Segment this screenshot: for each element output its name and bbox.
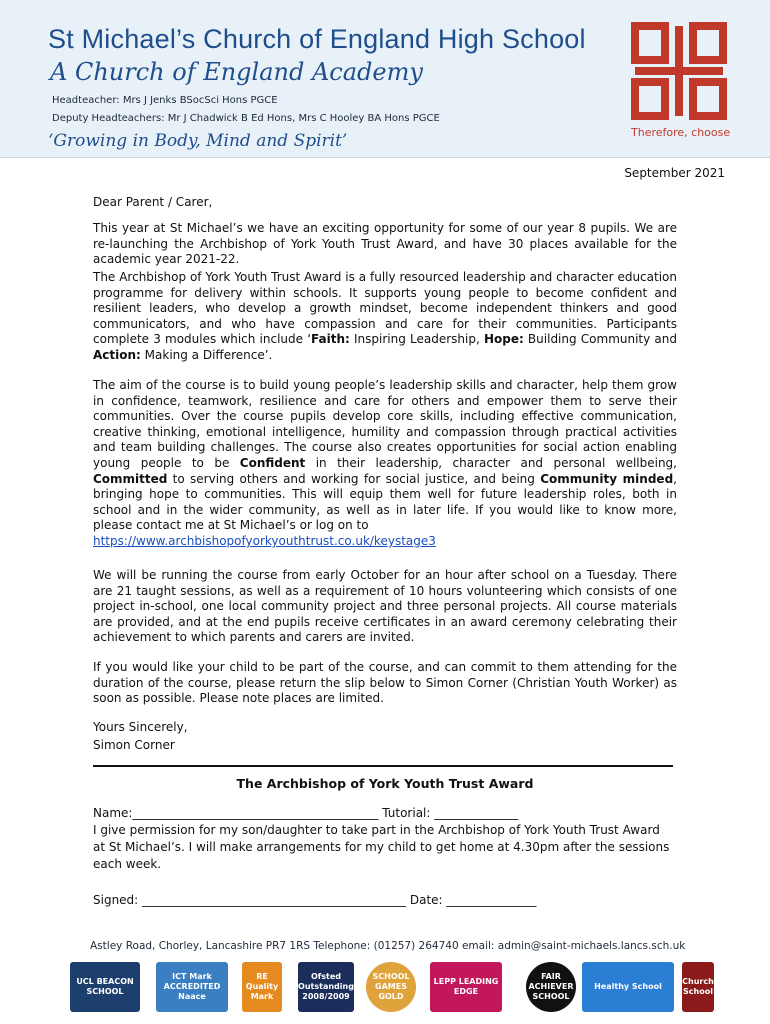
hope-module: Hope: [483, 332, 524, 347]
name-tutorial-field[interactable]: Name:_________________________________________ Tutorial: ______________ [93, 806, 519, 820]
accreditation-badges [70, 962, 720, 1012]
text-run: The Archbishop of York Youth Trust Award is a fully resourced leadership and character education programme for delivery within schools. It supports young people to become confident and resilient leaders, who develop a growth mindset, become independent thinkers and good communicators, and who have compassion and care for their communities. Participants complete 3 modules which include ‘ [93, 270, 677, 347]
signatory-name: Simon Corner [93, 738, 175, 752]
paragraph-course-aims [93, 378, 677, 550]
re-quality-mark-badge: RE Quality Mark [242, 962, 282, 1012]
community-minded-keyword: Community minded [540, 471, 674, 486]
slip-cut-line [93, 765, 673, 767]
ofsted-outstanding-badge: Ofsted Outstanding 2008/2009 [298, 962, 354, 1012]
closing: Yours Sincerely, [93, 720, 188, 734]
trust-website-link[interactable]: https://www.archbishopofyorkyouthtrust.co.uk/keystage3 [93, 533, 436, 548]
paragraph-award-description [93, 270, 677, 364]
permission-statement: I give permission for my son/daughter to take part in the Archbishop of York Youth Trust Award at St Michael’s. I will make arrangements for my child to get home at 4.30pm after the sessions each week. [93, 823, 670, 871]
confident-keyword: Confident [239, 455, 306, 470]
paragraph-intro: This year at St Michael’s we have an exciting opportunity for some of our year 8 pupils. We are re-launching the Archbishop of York Youth Trust Award, and have 30 places available for the academic year 2021-22. [93, 221, 677, 267]
headteacher-line: Headteacher: Mrs J Jenks BSocSci Hons PGCE [52, 95, 278, 106]
letterhead [0, 0, 770, 158]
text-run: in their leadership, character and personal wellbeing, [305, 455, 677, 470]
paragraph-apply: If you would like your child to be part of the course, and can commit to them attending for the duration of the course, please return the slip below to Simon Corner (Christian Youth Worker) as soon as possible. Please note places are limited. [93, 660, 677, 706]
faith-module: Faith: [311, 332, 350, 347]
school-name: St Michael’s Church of England High School [48, 24, 586, 54]
crest-caption: Therefore, choose [631, 126, 731, 139]
ict-mark-badge: ICT Mark ACCREDITED Naace [156, 962, 228, 1012]
text-run: Building Community and [523, 332, 677, 347]
school-motto: ‘Growing in Body, Mind and Spirit’ [48, 131, 348, 151]
fairtrade-school-badge: FAIR ACHIEVER SCHOOL [526, 962, 576, 1012]
deputy-headteachers-line: Deputy Headteachers: Mr J Chadwick B Ed Hons, Mrs C Hooley BA Hons PGCE [52, 113, 440, 124]
text-run: to serving others and working for social justice, and being [167, 471, 541, 486]
footer-address: Astley Road, Chorley, Lancashire PR7 1RS Telephone: (01257) 264740 email: admin@saint-michaels.lancs.sch.uk [90, 940, 686, 952]
letter-date: September 2021 [624, 166, 725, 180]
church-school-crest-badge: Church School [682, 962, 714, 1012]
healthy-school-badge: Healthy School [582, 962, 674, 1012]
school-crest-icon [631, 22, 727, 120]
text-run: , bringing hope to communities. This will equip them well for future leadership roles, both in school and in the wider community, as well as in later life. If you would like to know more, please contact me at St Michael’s or log on to [93, 471, 677, 533]
text-run: Inspiring Leadership, [349, 332, 484, 347]
salutation: Dear Parent / Carer, [93, 195, 213, 209]
slip-title: The Archbishop of York Youth Trust Award [236, 776, 534, 791]
paragraph-course-schedule: We will be running the course from early October for an hour after school on a Tuesday. There are 21 taught sessions, as well as a requirement of 10 hours volunteering which consists of one project in-school, one local community project and three personal projects. All course materials are provided, and at the end pupils receive certificates in an award ceremony celebrating their achievement to which parents and carers are invited. [93, 568, 677, 645]
ucl-beacon-school-badge: UCL BEACON SCHOOL [70, 962, 140, 1012]
academy-subtitle: A Church of England Academy [50, 58, 423, 86]
text-run: The aim of the course is to build young people’s leadership skills and character, help them grow in confidence, teamwork, resilience and care for others and empower them to serve their communities. Over the course pupils develop core skills, including effective communication, creative thinking, emotional intelligence, humility and compassion through practical activities and team building challenges. The course also creates opportunities for social action enabling young people to be [93, 378, 677, 470]
signed-date-field[interactable]: Signed: ____________________________________________ Date: _______________ [93, 893, 537, 907]
school-games-gold-badge: SCHOOL GAMES GOLD [366, 962, 416, 1012]
committed-keyword: Committed [93, 471, 168, 486]
lepp-leading-edge-badge: LEPP LEADING EDGE [430, 962, 502, 1012]
text-run: Making a Difference’. [140, 347, 273, 362]
action-module: Action: [93, 347, 141, 362]
